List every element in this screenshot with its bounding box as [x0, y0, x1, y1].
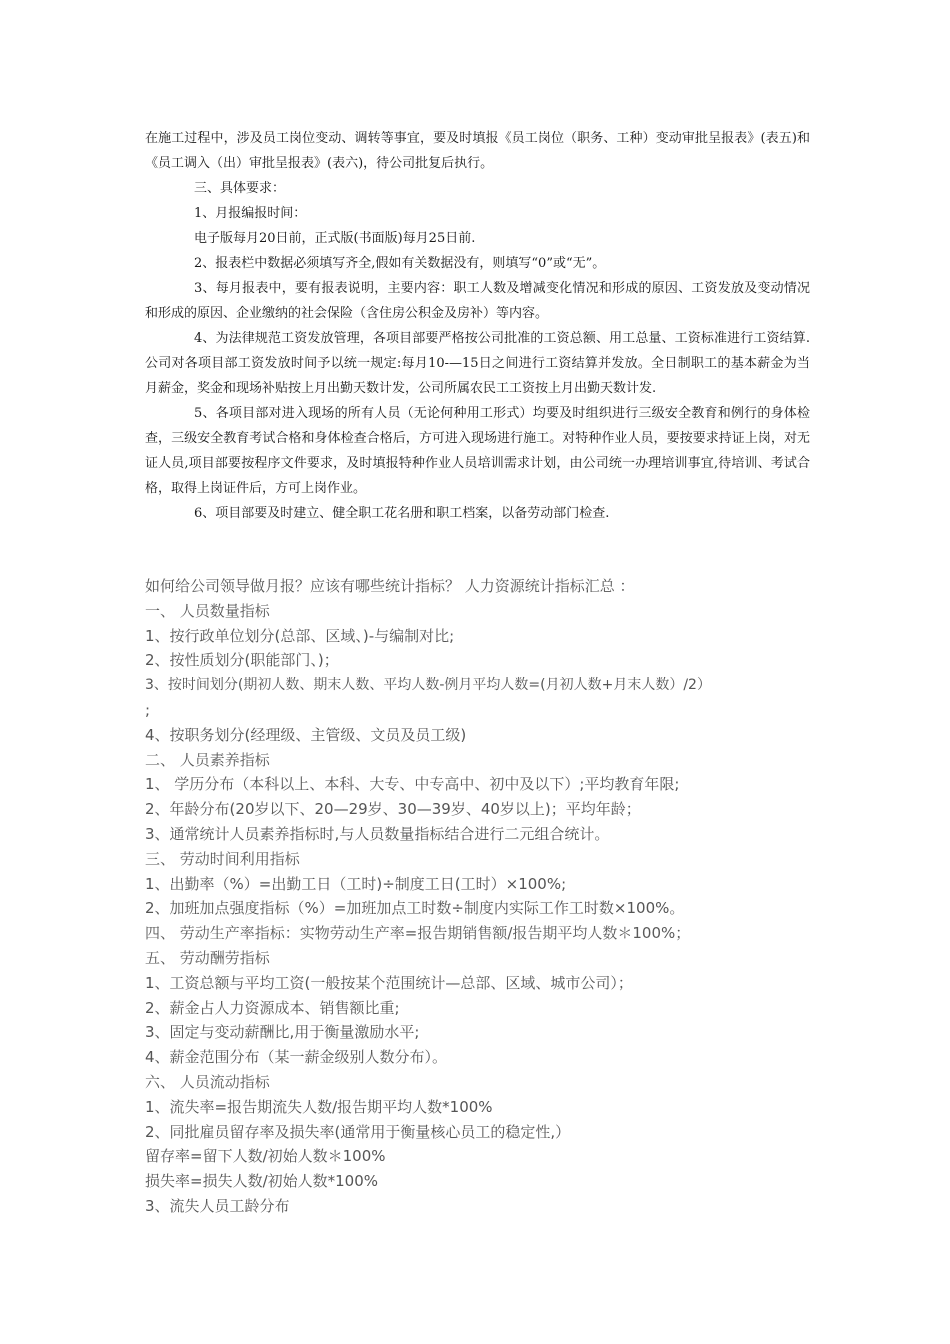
list-item: 3、通常统计人员素养指标时,与人员数量指标结合进行二元组合统计。 [145, 824, 610, 843]
list-item: 3、流失人员工龄分布 [145, 1196, 290, 1215]
section-heading-work-time: 三、 劳动时间利用指标 [145, 849, 300, 868]
section-heading-productivity: 四、 劳动生产率指标：实物劳动生产率=报告期销售额/报告期平均人数＊100%； [145, 924, 691, 943]
section-heading-headcount: 一、 人员数量指标 [145, 601, 270, 620]
item-report-time: 1、月报编报时间： [194, 206, 307, 221]
item-employee-records: 6、项目部要及时建立、健全职工花名册和职工档案，以备劳动部门检查. [194, 506, 610, 521]
list-item: 2、薪金占人力资源成本、销售额比重; [145, 998, 400, 1017]
list-item: 1、 学历分布（本科以上、本科、大专、中专高中、初中及以下）;平均教育年限; [145, 775, 680, 794]
list-item: 3、按时间划分(期初人数、期末人数、平均人数-例月平均人数=(月初人数+月末人数）/2） [145, 677, 711, 694]
hr-indicators-title: 如何给公司领导做月报？应该有哪些统计指标？ 人力资源统计指标汇总 ： [145, 577, 635, 595]
list-item: 4、薪金范围分布（某一薪金级别人数分布）。 [145, 1048, 448, 1067]
list-item: 4、按职务划分(经理级、主管级、文员及员工级) [145, 725, 467, 744]
list-item: 2、按性质划分(职能部门、)； [145, 651, 339, 670]
regulation-text-block [145, 126, 810, 526]
section-heading-compensation: 五、 劳动酬劳指标 [145, 948, 270, 967]
list-item: 1、工资总额与平均工资(一般按某个范围统计—总部、区域、城市公司）； [145, 973, 633, 992]
list-item: 1、出勤率（%）=出勤工日（工时)÷制度工日(工时）×100%; [145, 874, 567, 893]
section-heading-turnover: 六、 人员流动指标 [145, 1072, 270, 1091]
item-data-completeness: 2、报表栏中数据必须填写齐全,假如有关数据没有，则填写“0”或“无”。 [194, 256, 606, 271]
list-item: 损失率=损失人数/初始人数*100% [145, 1172, 379, 1191]
list-item: 2、年龄分布(20岁以下、20—29岁、30—39岁、40岁以上)；平均年龄； [145, 800, 641, 819]
item-wage-management: 4、为法律规范工资发放管理，各项目部要严格按公司批准的工资总额、用工总量、工资标准进行工资结算.公司对各项目部工资发放时间予以统一规定:每月10-—15日之间进行工资结算并发放。全日制职工的基本薪金为当月薪金，奖金和现场补贴按上月出勤天数计发，公司所属农民工工资按上月出勤天数计发. [145, 331, 810, 396]
item-safety-education: 5、各项目部对进入现场的所有人员（无论何种用工形式）均要及时组织进行三级安全教育和例行的身体检查，三级安全教育考试合格和身体检查合格后，方可进入现场进行施工。对特种作业人员，要按要求持证上岗，对无证人员,项目部要按程序文件要求，及时填报特种作业人员培训需求计划，由公司统一办理培训事宜,待培训、考试合格，取得上岗证件后，方可上岗作业。 [145, 406, 810, 496]
paragraph-personnel-changes: 在施工过程中，涉及员工岗位变动、调转等事宜，要及时填报《员工岗位（职务、工种）变动审批呈报表》(表五)和《员工调入（出）审批呈报表》(表六)，待公司批复后执行。 [145, 131, 810, 171]
item-report-notes: 3、每月报表中，要有报表说明，主要内容：职工人数及增减变化情况和形成的原因、工资发放及变动情况和形成的原因、企业缴纳的社会保险（含住房公积金及房补）等内容。 [145, 281, 810, 321]
list-item: 留存率=留下人数/初始人数＊100% [145, 1147, 386, 1166]
list-item-continuation: ; [145, 700, 151, 719]
section-heading-specific-requirements: 三、具体要求： [194, 181, 286, 196]
list-item: 1、流失率=报告期流失人数/报告期平均人数*100% [145, 1097, 493, 1116]
hr-indicators-block [145, 574, 825, 1219]
list-item: 3、固定与变动薪酬比,用于衡量激励水平; [145, 1023, 420, 1042]
item-report-deadlines: 电子版每月20日前，正式版(书面版)每月25日前. [194, 231, 476, 246]
list-item: 2、同批雇员留存率及损失率(通常用于衡量核心员工的稳定性,） [145, 1122, 571, 1141]
section-heading-quality: 二、 人员素养指标 [145, 750, 270, 769]
list-item: 1、按行政单位划分(总部、区域、)-与编制对比; [145, 626, 455, 645]
list-item: 2、加班加点强度指标（%）=加班加点工时数÷制度内实际工作工时数×100%。 [145, 899, 685, 918]
